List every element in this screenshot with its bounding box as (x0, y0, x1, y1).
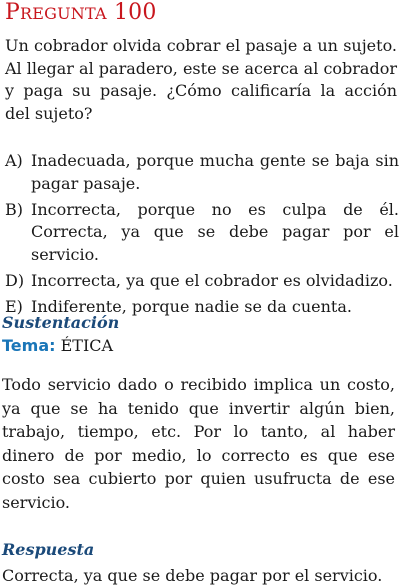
title-first-letter: P (5, 0, 21, 25)
tema-label: Tema: (2, 336, 56, 355)
option-a (5, 150, 399, 195)
respuesta-text: Correcta, ya que se debe pagar por el servicio. (2, 566, 383, 585)
option-text: Indiferente, porque nadie se da cuenta. (31, 296, 352, 316)
tema-value: ÉTICA (60, 336, 114, 355)
option-text: Incorrecta, porque no es culpa de él. Correcta, ya que se debe pagar por el servicio. (31, 199, 399, 264)
question-number: 100 (113, 0, 157, 25)
question-title (5, 0, 157, 27)
option-b (5, 199, 399, 267)
option-letter: D) (5, 270, 25, 290)
option-text: Inadecuada, porque mucha gente se baja sin pagar pasaje. (31, 151, 399, 193)
title-word: REGUNTA (20, 4, 107, 23)
tema-line (2, 336, 113, 356)
respuesta-heading: Respuesta (2, 540, 95, 559)
sustentacion-heading: Sustentación (2, 313, 120, 332)
question-text: Un cobrador olvida cobrar el pasaje a un sujeto. Al llegar al paradero, este se acerca al cobrador y paga su pasaje. ¿Cómo calificaría la acción del sujeto? (5, 36, 397, 123)
sustentacion-paragraph: Todo servicio dado o recibido implica un costo, ya que se ha tenido que invertir algún bien, trabajo, tiempo, etc. Por lo tanto, al haber dinero de por medio, lo correcto es que ese costo sea cubierto por quien usufructa de ese servicio. (2, 375, 395, 512)
option-text: Incorrecta, ya que el cobrador es olvidadizo. (31, 270, 393, 290)
option-letter: E) (5, 296, 23, 316)
answer-options (5, 150, 399, 322)
option-letter: A) (5, 151, 23, 170)
option-d (5, 270, 399, 293)
option-letter: B) (5, 199, 23, 219)
